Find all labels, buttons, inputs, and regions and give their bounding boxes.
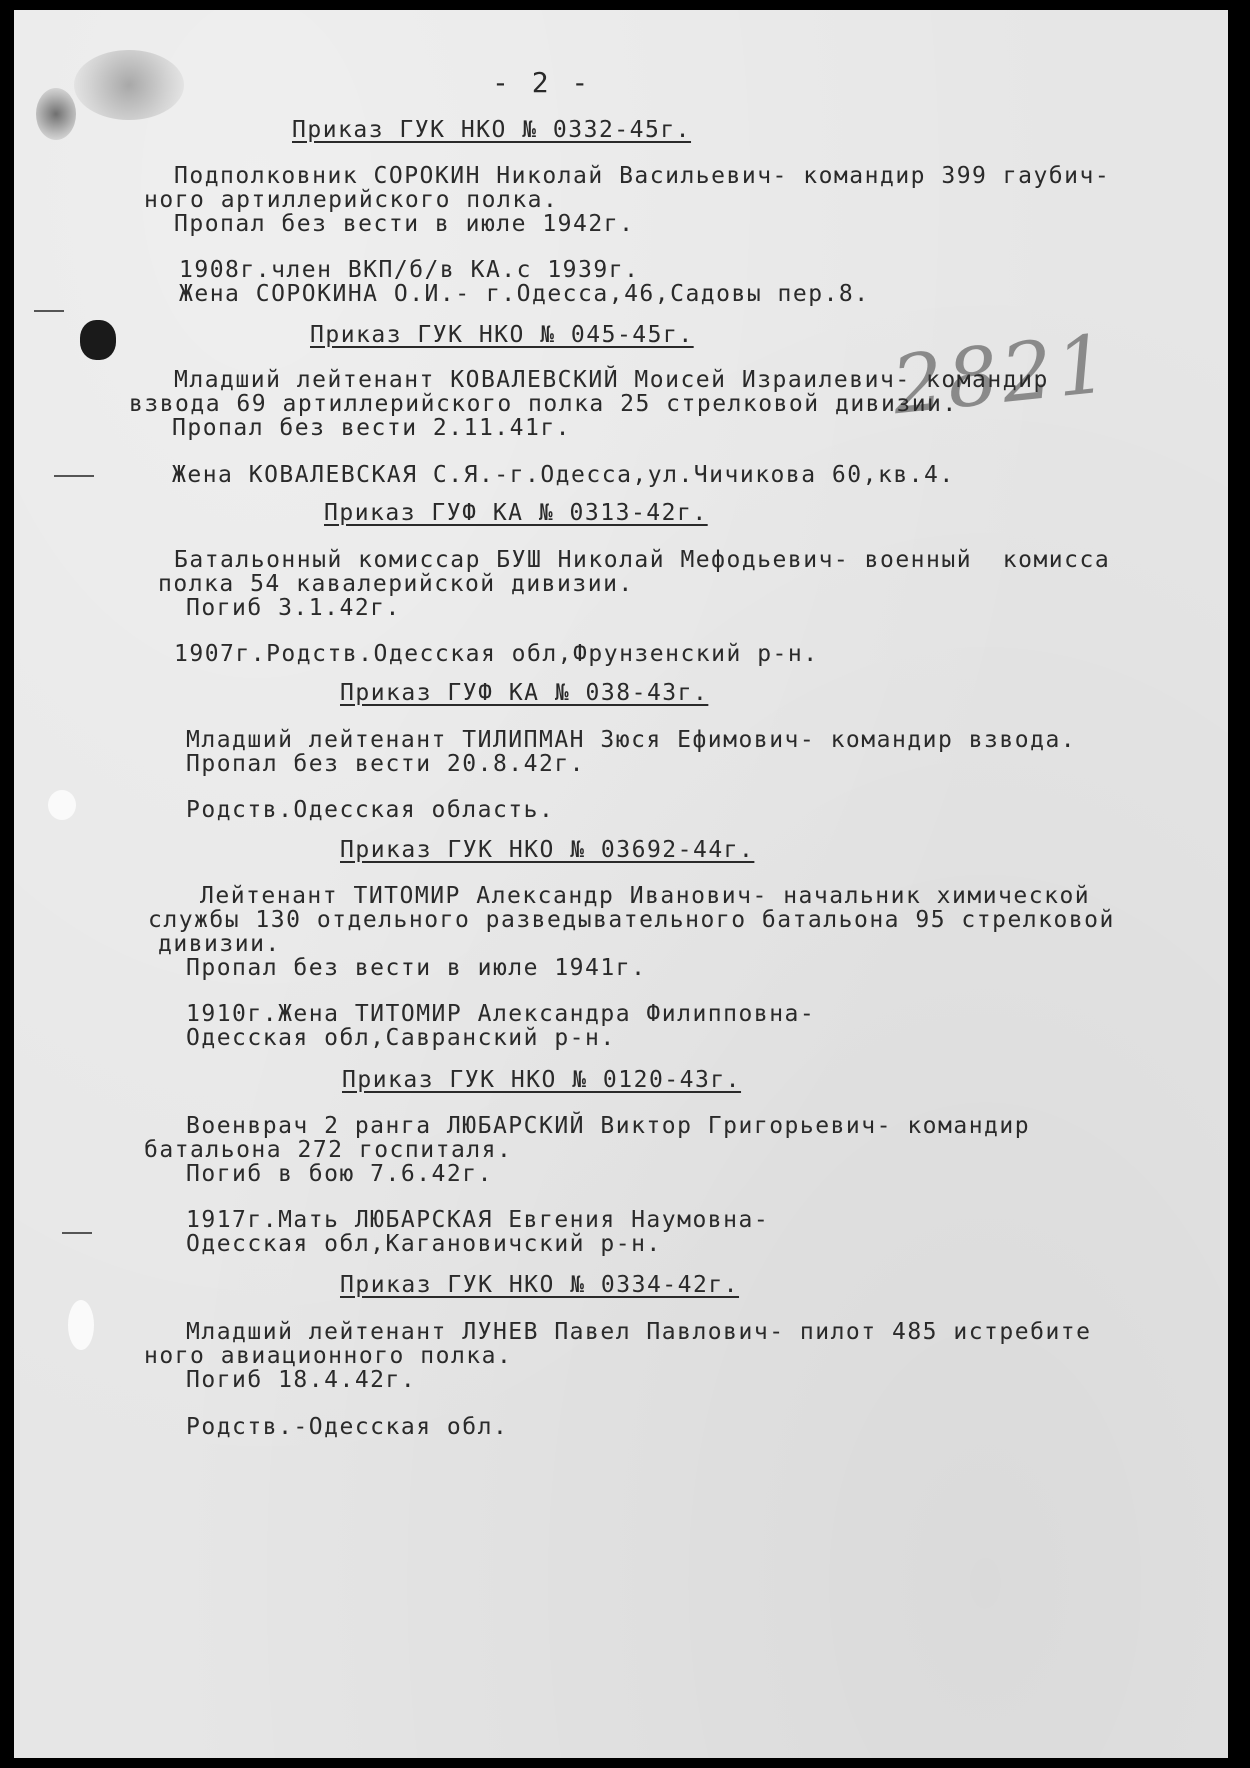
page-number: - 2 - (492, 66, 592, 99)
record-line: Пропал без вести в июле 1941г. (186, 955, 647, 981)
record-line: Погиб 18.4.42г. (186, 1367, 417, 1393)
record-line: службы 130 отдельного разведывательного батальона 95 стрелковой (148, 907, 1115, 933)
record-line: взвода 69 артиллерийского полка 25 стрелковой дивизии. (129, 391, 958, 417)
record-line: Подполковник СОРОКИН Николай Васильевич- командир 399 гаубич- (174, 163, 1111, 189)
record-line: Военврач 2 ранга ЛЮБАРСКИЙ Виктор Григорьевич- командир (186, 1113, 1031, 1139)
order-heading: Приказ ГУК НКО № 0120-43г. (342, 1067, 742, 1093)
record-line: Родств.Одесская область. (186, 797, 555, 823)
record-line: Одесская обл,Кагановичский р-н. (186, 1231, 662, 1257)
record-line: Жена СОРОКИНА О.И.- г.Одесса,46,Садовы пер.8. (179, 281, 870, 307)
punch-hole (48, 790, 76, 820)
record-line: ного артиллерийского полка. (144, 187, 559, 213)
punch-hole (80, 320, 116, 360)
record-line: Лейтенант ТИТОМИР Александр Иванович- начальник химической (200, 883, 1091, 909)
record-line: Погиб в бою 7.6.42г. (186, 1161, 493, 1187)
record-line: 1907г.Родств.Одесская обл,Фрунзенский р-н. (174, 641, 819, 667)
order-heading: Приказ ГУФ КА № 038-43г. (340, 680, 709, 706)
punch-hole (68, 1300, 94, 1350)
record-line: Погиб 3.1.42г. (186, 595, 401, 621)
record-line: Пропал без вести в июле 1942г. (174, 211, 635, 237)
record-line: Пропал без вести 20.8.42г. (186, 751, 586, 777)
ink-stain (36, 88, 76, 140)
margin-mark (62, 1232, 92, 1234)
record-line: Младший лейтенант ТИЛИПМАН Зюся Ефимович- командир взвода. (186, 727, 1077, 753)
record-line: 1908г.член ВКП/б/в КА.с 1939г. (179, 257, 640, 283)
order-heading: Приказ ГУФ КА № 0313-42г. (324, 500, 708, 526)
ink-stain (74, 50, 184, 120)
record-line: дивизии. (158, 931, 281, 957)
margin-mark (54, 475, 94, 477)
order-heading: Приказ ГУК НКО № 03692-44г. (340, 837, 755, 863)
record-line: Одесская обл,Савранский р-н. (186, 1025, 616, 1051)
record-line: Батальонный комиссар БУШ Николай Мефодьевич- военный комисса (174, 547, 1111, 573)
record-line: Жена КОВАЛЕВСКАЯ С.Я.-г.Одесса,ул.Чичикова 60,кв.4. (172, 462, 955, 488)
handwritten-number: 2821 (887, 316, 1116, 433)
document-page (14, 10, 1228, 1758)
order-heading: Приказ ГУК НКО № 0332-45г. (292, 117, 692, 143)
record-line: 1910г.Жена ТИТОМИР Александра Филипповна- (186, 1001, 816, 1027)
record-line: Младший лейтенант ЛУНЕВ Павел Павлович- пилот 485 истребите (186, 1319, 1092, 1345)
record-line: ного авиационного полка. (144, 1343, 513, 1369)
record-line: батальона 272 госпиталя. (144, 1137, 513, 1163)
record-line: Родств.-Одесская обл. (186, 1414, 509, 1440)
record-line: Пропал без вести 2.11.41г. (172, 415, 572, 441)
margin-mark (34, 310, 64, 312)
record-line: 1917г.Мать ЛЮБАРСКАЯ Евгения Наумовна- (186, 1207, 770, 1233)
order-heading: Приказ ГУК НКО № 0334-42г. (340, 1272, 740, 1298)
record-line: полка 54 кавалерийской дивизии. (158, 571, 634, 597)
record-line: Младший лейтенант КОВАЛЕВСКИЙ Моисей Израилевич- командир (174, 367, 1049, 393)
order-heading: Приказ ГУК НКО № 045-45г. (310, 322, 694, 348)
